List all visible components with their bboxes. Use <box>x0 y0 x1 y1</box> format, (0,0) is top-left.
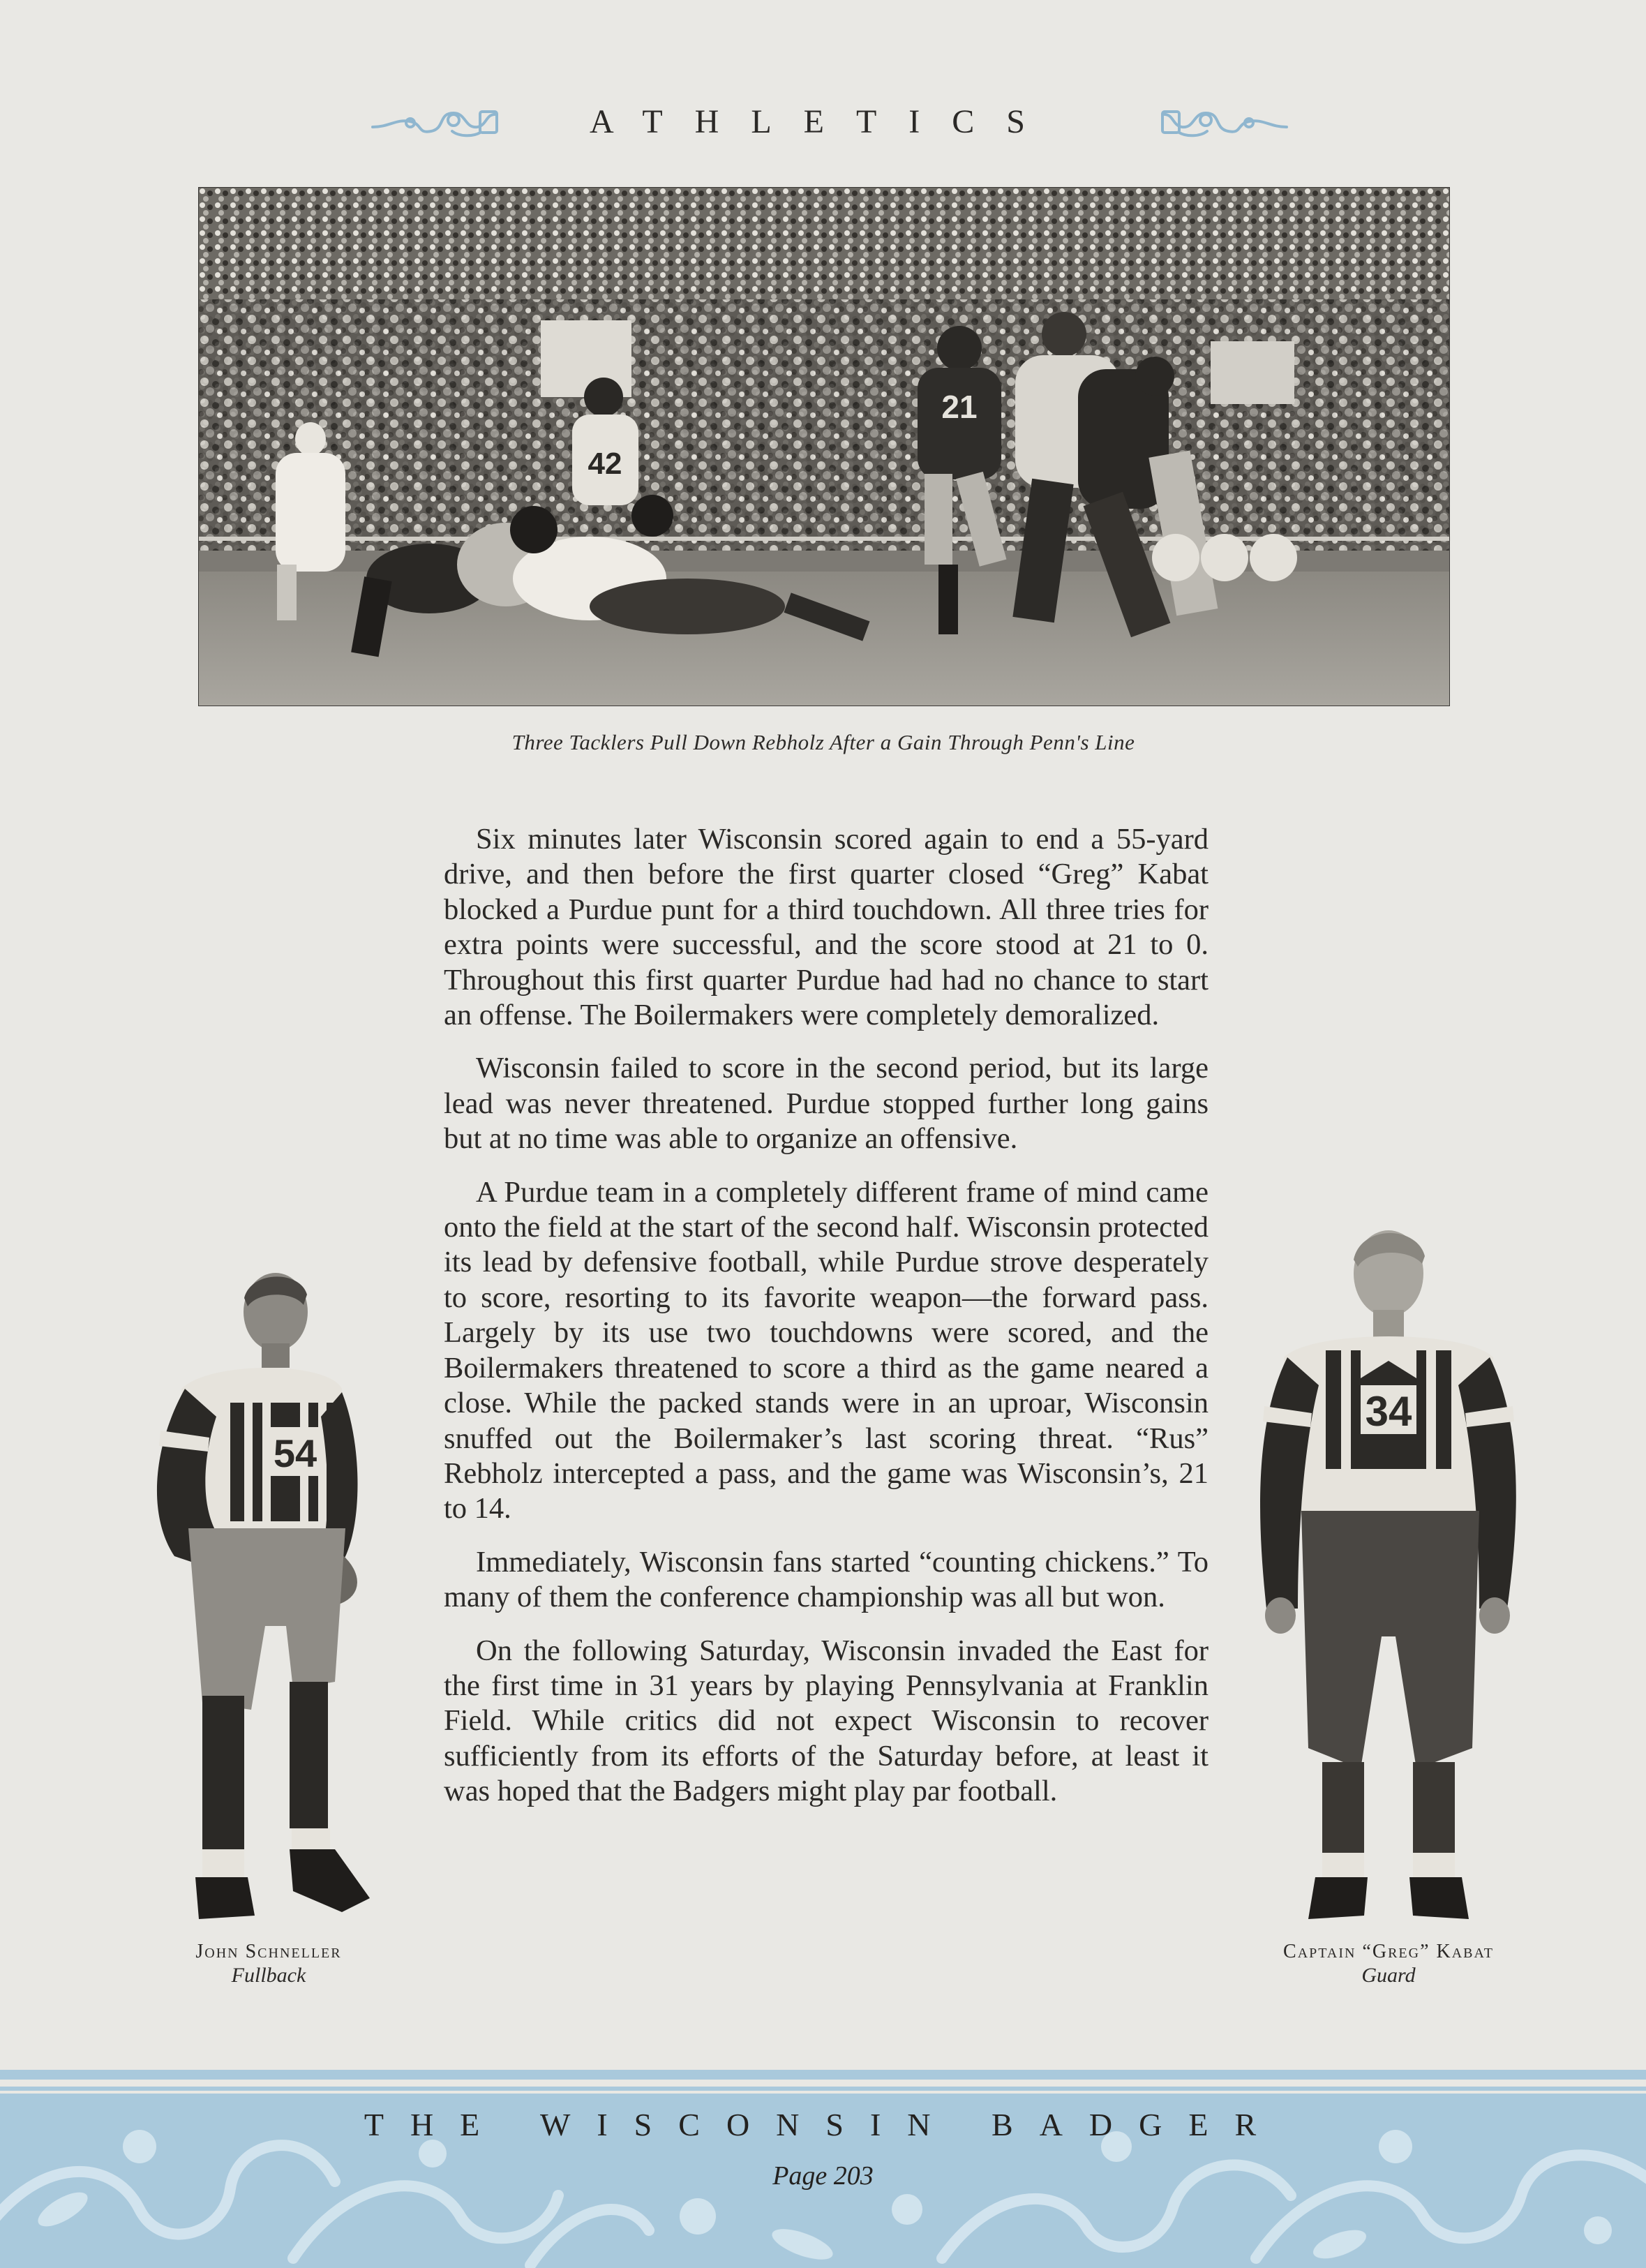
photo-caption: Three Tacklers Pull Down Rebholz After a Gain Through Penn's Line <box>511 730 1135 754</box>
left-player-jersey-number: 54 <box>273 1431 317 1475</box>
article-paragraph-2: Wisconsin failed to score in the second period, but its large lead was never threatened. Purdue stopped further long gains but at no time was able to organize an offensive. <box>444 1052 1209 1156</box>
article-paragraph-1: Six minutes later Wisconsin scored again to end a 55-yard drive, and then before the first quarter closed “Greg” Kabat blocked a Purdue punt for a third touchdown. All three tries for extra points were successful, and the score stood at 21 to 0. Throughout this first quarter Purdue had had no chance to start an offense. The Boilermakers were completely demoralized. <box>444 823 1209 1032</box>
left-flourish-ornament-icon <box>368 103 501 141</box>
article-paragraph-4: Immediately, Wisconsin fans started “counting chickens.” To many of them the conference championship was all but won. <box>444 1545 1209 1614</box>
right-flourish-ornament-icon <box>1158 103 1291 141</box>
photo-jersey-21: 21 <box>941 389 978 425</box>
left-player-position: Fullback <box>231 1964 306 1987</box>
article-paragraph-5: On the following Saturday, Wisconsin invaded the East for the first time in 31 years by playing Pennsylvania at Franklin Field. While critics did not expect Wisconsin to recover sufficiently from its efforts of the Saturday before, at least it was hoped that the Badgers might play par football. <box>444 1634 1209 1808</box>
left-player-caption <box>140 1940 398 1987</box>
article-body <box>444 822 1209 1828</box>
article-paragraph-3: A Purdue team in a completely different frame of mind came onto the field at the start of the second half. Wisconsin protected its lead by defensive football, while Purdue strove desperately to score, resorting to its favorite weapon—the forward pass. Largely by its use two touchdowns were scored, and the Boilermakers threatened to score a third as the game neared a close. While the packed stands were in an uproar, Wisconsin snuffed out the Boilermaker’s last scoring threat. “Rus” Rebholz intercepted a pass, and the game was Wisconsin’s, 21 to 14. <box>444 1175 1209 1525</box>
section-title: ATHLETICS <box>590 103 1057 140</box>
right-player-position: Guard <box>1361 1964 1416 1987</box>
page-header <box>0 98 1646 147</box>
right-player-name: Captain “Greg” Kabat <box>1283 1941 1494 1962</box>
right-player-caption <box>1235 1940 1542 1987</box>
page-footer <box>0 2070 1646 2268</box>
player-photo-schneller <box>133 1263 384 1933</box>
photo-jersey-42: 42 <box>588 447 622 481</box>
publication-title: THE WISCONSIN BADGER <box>364 2107 1283 2142</box>
player-photo-kabat <box>1249 1218 1528 1937</box>
left-player-name: John Schneller <box>195 1941 342 1962</box>
football-game-photo <box>198 187 1450 706</box>
page-number: Page 203 <box>772 2161 874 2191</box>
right-player-jersey-number: 34 <box>1365 1388 1412 1435</box>
